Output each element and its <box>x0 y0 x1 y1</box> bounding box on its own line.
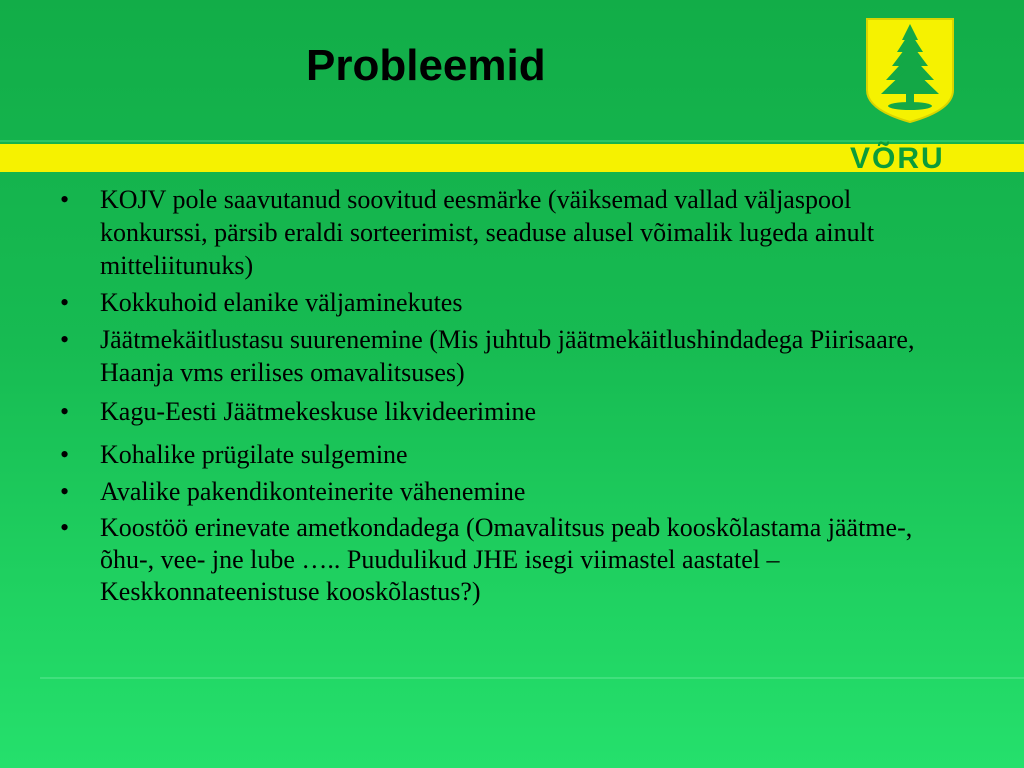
bullet-item <box>58 183 958 282</box>
bullet-item <box>58 475 958 508</box>
bullet-item <box>58 286 958 319</box>
bottom-divider-line <box>40 677 1024 679</box>
bullet-mark: • <box>60 288 70 317</box>
bullet-item <box>58 395 958 428</box>
slide-title: Probleemid <box>306 41 546 90</box>
bullet-text: Avalike pakendikonteinerite vähenemine <box>100 477 526 506</box>
bullet-item <box>58 323 958 389</box>
bullet-text: Kagu-Eesti Jäätmekeskuse likvideerimine <box>100 397 537 426</box>
bullet-text: Kokkuhoid elanike väljaminekutes <box>100 288 463 317</box>
bullet-item <box>58 512 958 608</box>
bullet-text: Koostöö erinevate ametkondadega (Omavalitsus peab kooskõlastama jäätme-, õhu-, vee- jne lube ….. Puudulikud JHE isegi viimastel aastatel – Keskkonnateenistuse kooskõlastus?) <box>100 513 913 606</box>
bullet-list <box>58 183 958 608</box>
bullet-mark: • <box>60 440 70 469</box>
bullet-text: KOJV pole saavutanud soovitud eesmärke (väiksemad vallad väljaspool konkurssi, pärsib eraldi sorteerimist, seaduse alusel võimalik lugeda ainult mitteliitunuks) <box>100 185 875 280</box>
bullet-mark: • <box>60 513 70 542</box>
bullet-mark: • <box>60 397 70 426</box>
bullet-text: Jäätmekäitlustasu suurenemine (Mis juhtub jäätmekäitlushindadega Piirisaare, Haanja vms erilises omavalitsuses) <box>100 325 915 387</box>
bullet-mark: • <box>60 325 70 354</box>
bullet-item <box>58 438 958 471</box>
bullet-mark: • <box>60 185 70 214</box>
bullet-mark: • <box>60 477 70 506</box>
brand-wordmark: VÕRU <box>850 142 945 175</box>
spruce-tree-crest-icon <box>864 16 956 124</box>
bullet-text: Kohalike prügilate sulgemine <box>100 440 408 469</box>
